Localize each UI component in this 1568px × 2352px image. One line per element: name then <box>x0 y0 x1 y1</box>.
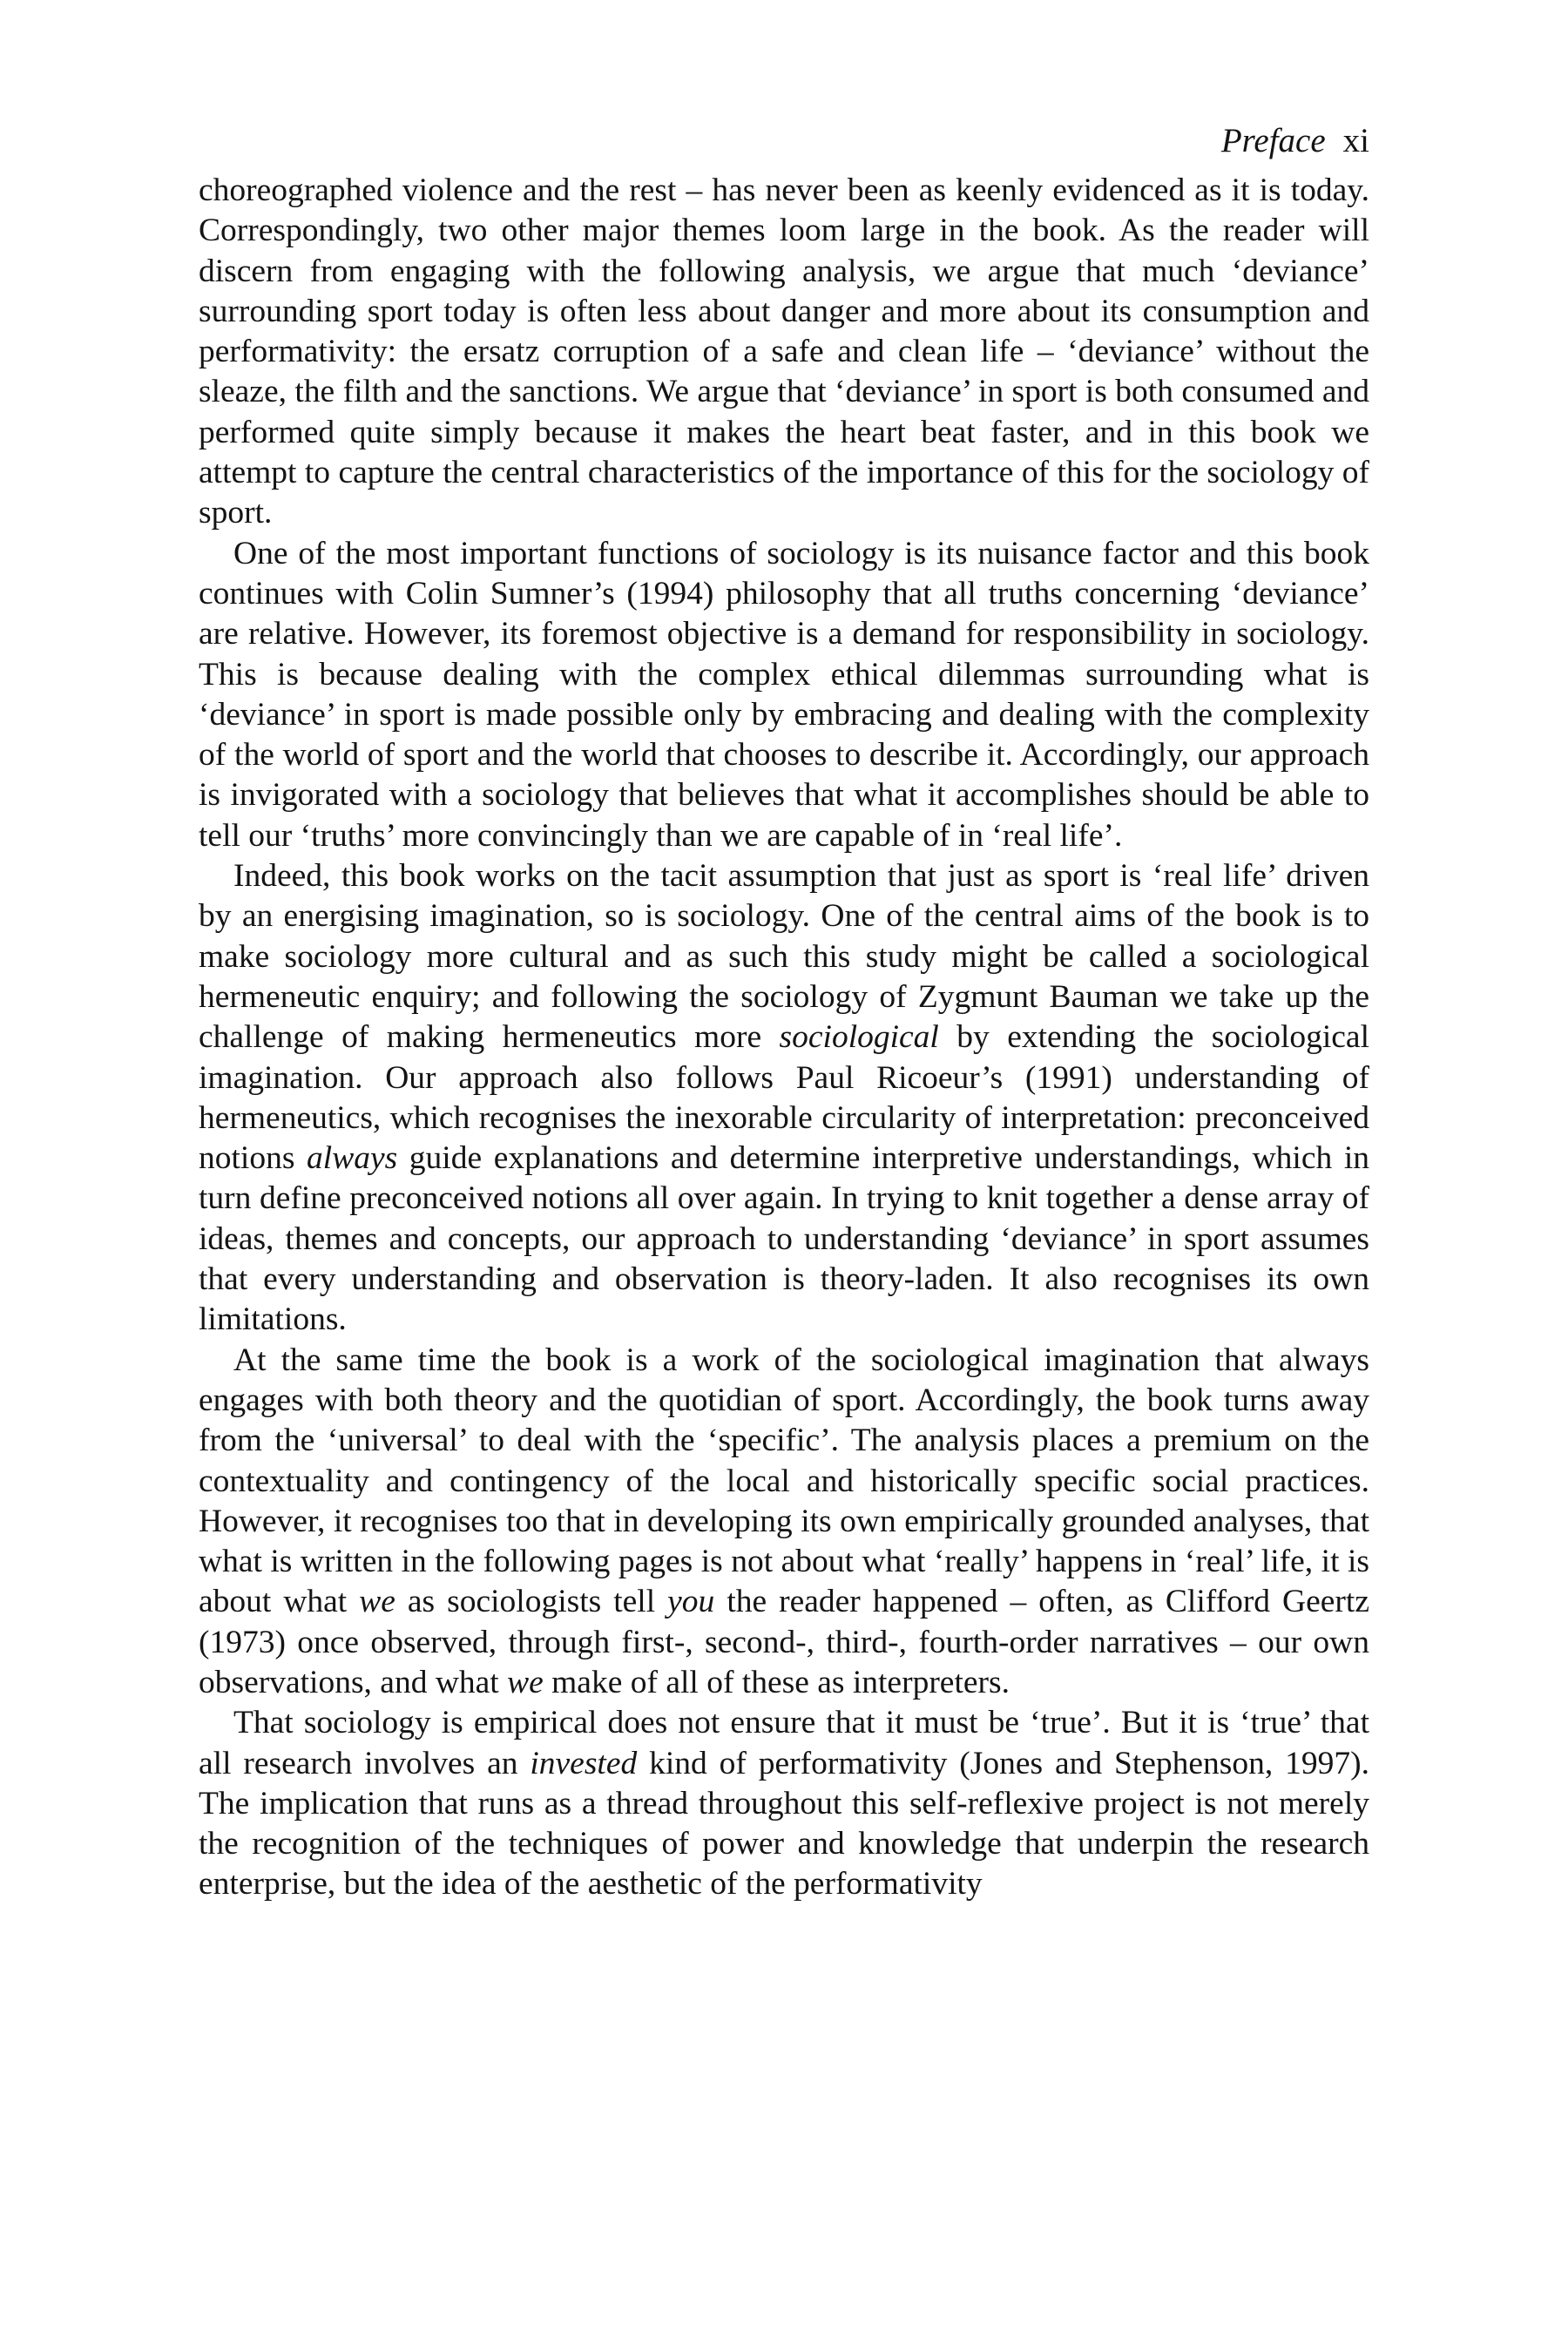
body-text-run: the reader happened – often, as Clifford Geertz (1973) once observed, through first-, second-, third-, fourth-order narratives – our own observations, and what <box>199 1584 1369 1700</box>
paragraph-4 <box>199 1341 1369 1704</box>
emphasis-text: invested <box>530 1745 638 1781</box>
emphasis-text: we <box>359 1584 395 1620</box>
body-text-run: make of all of these as interpreters. <box>543 1664 1010 1700</box>
page-number: xi <box>1342 122 1369 159</box>
body-text-run: choreographed violence and the rest – has never been as keenly evidenced as it is today. Correspondingly, two other major themes loom large in the book. As the reader will discern from engaging with the following analysis, we argue that much ‘deviance’ surrounding sport today is often less about danger and more about its consumption and performativity: the ersatz corruption of a safe and clean life – ‘deviance’ without the sleaze, the filth and the sanctions. We argue that ‘deviance’ in sport is both consumed and performed quite simply because it makes the heart beat faster, and in this book we attempt to capture the central characteristics of the importance of this for the sociology of sport. <box>199 172 1369 531</box>
body-text-run: At the same time the book is a work of the sociological imagination that always engages with both theory and the quotidian of sport. Accordingly, the book turns away from the ‘universal’ to deal with the ‘specific’. The analysis places a premium on the contextuality and contingency of the local and historically specific social practices. However, it recognises too that in developing its own empirically grounded analyses, that what is written in the following pages is not about what ‘really’ happens in ‘real’ life, it is about what <box>199 1342 1369 1620</box>
body-text <box>199 171 1369 1905</box>
body-text-run: kind of performativity (Jones and Stephenson, 1997). The implication that runs as a thread throughout this self-reflexive project is not merely the recognition of the techniques of power and knowledge that underpin the research enterprise, but the idea of the aesthetic of the performativity <box>199 1745 1369 1903</box>
body-text-run: Indeed, this book works on the tacit assumption that just as sport is ‘real life’ driven by an energising imagination, so is sociology. One of the central aims of the book is to make sociology more cultural and as such this study might be called a sociological hermeneutic enquiry; and following the sociology of Zygmunt Bauman we take up the challenge of making hermeneutics more <box>199 858 1369 1056</box>
emphasis-text: you <box>667 1584 715 1620</box>
book-page <box>199 120 1369 1905</box>
body-text-run: guide explanations and determine interpretive understandings, which in turn define preconceived notions all over again. In trying to knit together a dense array of ideas, themes and concepts, our approach to understanding ‘deviance’ in sport assumes that every understanding and observation is theory-laden. It also recognises its own limitations. <box>199 1140 1369 1338</box>
body-text-run: as sociologists tell <box>395 1584 668 1620</box>
paragraph-1 <box>199 171 1369 534</box>
running-head-title: Preface <box>1220 122 1326 159</box>
body-text-run: One of the most important functions of sociology is its nuisance factor and this book continues with Colin Sumner’s (1994) philosophy that all truths concerning ‘deviance’ are relative. However, its foremost objective is a demand for responsibility in sociology. This is because dealing with the complex ethical dilemmas surrounding what is ‘deviance’ in sport is made possible only by embracing and dealing with the complexity of the world of sport and the world that chooses to describe it. Accordingly, our approach is invigorated with a sociology that believes that what it accomplishes should be able to tell our ‘truths’ more convincingly than we are capable of in ‘real life’. <box>199 535 1369 854</box>
body-text-run: by extending the sociological imagination. Our approach also follows Paul Ricoeur’s (1991) understanding of hermeneutics, which recognises the inexorable circularity of interpretation: preconceived notions <box>199 1019 1369 1177</box>
body-text-run: That sociology is empirical does not ensure that it must be ‘true’. But it is ‘true’ that all research involves an <box>199 1705 1369 1781</box>
paragraph-2 <box>199 534 1369 856</box>
emphasis-text: always <box>307 1140 398 1177</box>
paragraph-3 <box>199 856 1369 1341</box>
emphasis-text: we <box>507 1664 544 1700</box>
running-head <box>199 120 1369 166</box>
paragraph-5 <box>199 1703 1369 1904</box>
emphasis-text: sociological <box>779 1019 939 1056</box>
